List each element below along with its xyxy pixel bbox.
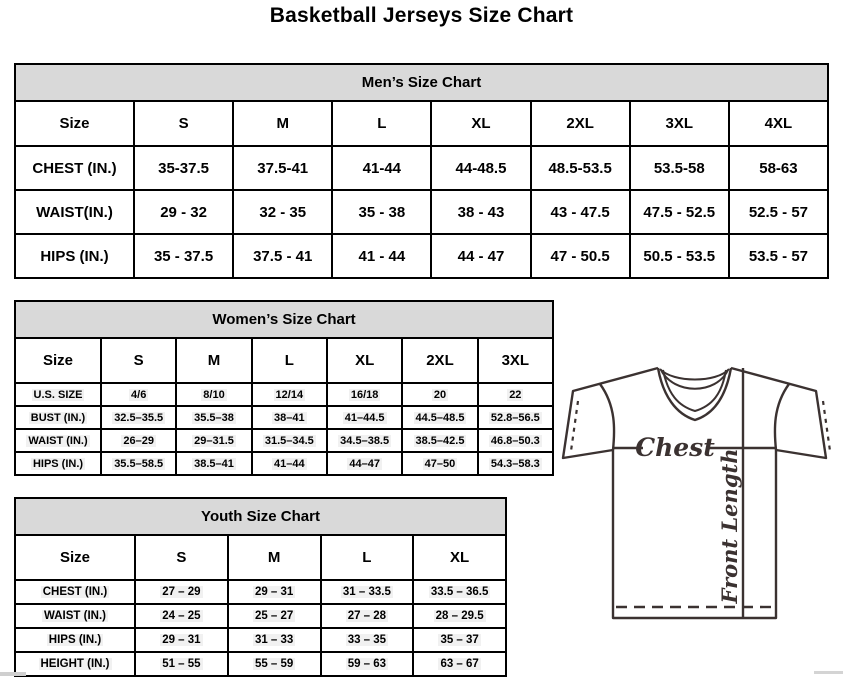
womens-column-header: M (176, 338, 251, 383)
youth-row-label-text: HEIGHT (IN.) (40, 658, 110, 670)
womens-size-cell (101, 383, 176, 406)
womens-size-cell-text: 47–50 (424, 457, 456, 470)
womens-table-row (15, 452, 553, 475)
mens-size-cell: 44 - 47 (431, 234, 530, 278)
womens-size-cell (176, 383, 251, 406)
womens-column-header: L (252, 338, 327, 383)
youth-size-cell (321, 580, 414, 604)
youth-row-label-text: HIPS (IN.) (48, 634, 102, 646)
mens-table-row (15, 190, 828, 234)
womens-size-cell-text: 44.5–48.5 (415, 411, 465, 424)
mens-size-table (14, 63, 829, 279)
jersey-outline (563, 368, 826, 618)
youth-size-cell (135, 604, 228, 628)
youth-column-header: L (321, 535, 414, 580)
mens-size-cell: 47 - 50.5 (531, 234, 630, 278)
womens-size-cell (402, 383, 477, 406)
womens-column-header: XL (327, 338, 402, 383)
mens-size-cell: 41-44 (332, 146, 431, 190)
mens-size-cell: 37.5 - 41 (233, 234, 332, 278)
youth-size-cell-text: 31 – 33.5 (342, 586, 391, 598)
womens-row-label (15, 406, 101, 429)
womens-column-header: 3XL (478, 338, 553, 383)
womens-size-cell (402, 406, 477, 429)
womens-size-cell-text: 26–29 (123, 434, 154, 447)
jersey-collar-arc-1 (660, 369, 729, 380)
youth-size-cell-text: 35 – 37 (440, 634, 479, 646)
womens-size-cell (478, 406, 553, 429)
jersey-armhole-left (600, 384, 614, 450)
mens-row-label: WAIST(IN.) (15, 190, 134, 234)
youth-size-cell (321, 652, 414, 676)
youth-size-cell-text: 24 – 25 (162, 610, 201, 622)
womens-size-cell (402, 429, 477, 452)
youth-size-cell-text: 29 – 31 (254, 586, 294, 598)
mens-size-cell: 35 - 38 (332, 190, 431, 234)
mens-column-header: XL (431, 101, 530, 146)
womens-size-cell (327, 452, 402, 475)
womens-table-row (15, 383, 553, 406)
womens-size-cell (252, 383, 327, 406)
youth-column-header: XL (413, 535, 506, 580)
scrollbar-fragment-right[interactable] (814, 671, 843, 674)
mens-size-cell: 37.5-41 (233, 146, 332, 190)
jersey-armhole-right (775, 384, 789, 450)
womens-size-cell-text: 16/18 (350, 388, 379, 401)
womens-size-cell (478, 452, 553, 475)
womens-row-label (15, 429, 101, 452)
womens-table-title: Women’s Size Chart (15, 301, 553, 338)
page-title: Basketball Jerseys Size Chart (269, 4, 574, 27)
womens-row-label (15, 452, 101, 475)
youth-size-cell-text: 29 – 31 (162, 634, 201, 646)
youth-row-label (15, 580, 135, 604)
youth-size-cell-text: 51 – 55 (162, 658, 201, 670)
womens-size-cell-text: 29–31.5 (194, 434, 234, 447)
mens-table-row (15, 146, 828, 190)
youth-size-cell (135, 628, 228, 652)
womens-size-cell-text: 22 (509, 388, 522, 401)
mens-column-header: 2XL (531, 101, 630, 146)
womens-size-cell-text: 38.5–41 (194, 457, 234, 470)
womens-table-row (15, 429, 553, 452)
chest-label: Chest (635, 433, 715, 462)
front-length-label: Front Length (717, 448, 742, 604)
mens-column-header: 4XL (729, 101, 828, 146)
mens-column-header: M (233, 101, 332, 146)
mens-size-cell: 43 - 47.5 (531, 190, 630, 234)
mens-size-cell: 35 - 37.5 (134, 234, 233, 278)
youth-row-label (15, 604, 135, 628)
womens-size-cell-text: 4/6 (131, 388, 147, 401)
mens-column-header: S (134, 101, 233, 146)
mens-size-cell: 38 - 43 (431, 190, 530, 234)
womens-size-cell (478, 383, 553, 406)
womens-size-cell (252, 452, 327, 475)
youth-table-row (15, 580, 506, 604)
womens-size-cell-text: 35.5–38 (194, 411, 234, 424)
youth-row-label (15, 652, 135, 676)
mens-size-cell: 48.5-53.5 (531, 146, 630, 190)
youth-size-cell-text: 33 – 35 (347, 634, 387, 646)
youth-size-cell (321, 628, 414, 652)
womens-row-label-text: BUST (IN.) (30, 411, 86, 424)
mens-size-cell: 44-48.5 (431, 146, 530, 190)
womens-column-header: S (101, 338, 176, 383)
youth-row-label-text: WAIST (IN.) (44, 610, 106, 622)
youth-size-cell (413, 628, 506, 652)
mens-column-header: L (332, 101, 431, 146)
mens-table-title: Men’s Size Chart (15, 64, 828, 101)
mens-table-row (15, 234, 828, 278)
womens-size-cell (176, 429, 251, 452)
youth-size-cell (413, 580, 506, 604)
mens-size-cell: 32 - 35 (233, 190, 332, 234)
womens-row-label (15, 383, 101, 406)
youth-size-cell-text: 27 – 28 (347, 610, 387, 622)
womens-size-cell-text: 52.8–56.5 (490, 411, 540, 424)
youth-size-cell (135, 652, 228, 676)
youth-table-title: Youth Size Chart (15, 498, 506, 535)
womens-size-cell-text: 8/10 (203, 388, 225, 401)
womens-size-cell-text: 12/14 (275, 388, 304, 401)
youth-row-label (15, 628, 135, 652)
jersey-sleeve-stitch-left (571, 401, 578, 451)
youth-size-cell (228, 604, 321, 628)
youth-size-cell-text: 59 – 63 (347, 658, 387, 670)
mens-size-cell: 47.5 - 52.5 (630, 190, 729, 234)
mens-row-label: CHEST (IN.) (15, 146, 134, 190)
mens-size-cell: 35-37.5 (134, 146, 233, 190)
youth-size-table (14, 497, 507, 677)
youth-size-cell (413, 652, 506, 676)
womens-size-cell-text: 38–41 (274, 411, 305, 424)
youth-size-cell-text: 63 – 67 (440, 658, 479, 670)
womens-size-cell (176, 406, 251, 429)
mens-column-header: 3XL (630, 101, 729, 146)
womens-size-cell (176, 452, 251, 475)
womens-size-cell-text: 41–44 (274, 457, 305, 470)
youth-size-cell-text: 31 – 33 (254, 634, 294, 646)
mens-size-cell: 52.5 - 57 (729, 190, 828, 234)
youth-table-row (15, 652, 506, 676)
mens-corner-header: Size (15, 101, 134, 146)
youth-table-row (15, 604, 506, 628)
womens-size-cell-text: 44–47 (349, 457, 380, 470)
youth-size-cell (135, 580, 228, 604)
mens-size-cell: 41 - 44 (332, 234, 431, 278)
womens-size-cell-text: 20 (433, 388, 447, 401)
womens-size-cell (252, 429, 327, 452)
youth-size-cell (321, 604, 414, 628)
womens-size-cell-text: 38.5–42.5 (415, 434, 465, 447)
youth-size-cell (228, 580, 321, 604)
mens-size-cell: 50.5 - 53.5 (630, 234, 729, 278)
womens-size-cell-text: 46.8–50.3 (490, 434, 540, 447)
jersey-diagram (558, 356, 843, 641)
youth-size-cell-text: 25 – 27 (254, 610, 294, 622)
womens-size-cell (252, 406, 327, 429)
mens-row-label: HIPS (IN.) (15, 234, 134, 278)
youth-row-label-text: CHEST (IN.) (42, 586, 108, 598)
womens-size-cell (327, 406, 402, 429)
womens-size-cell-text: 41–44.5 (344, 411, 385, 424)
youth-corner-header: Size (15, 535, 135, 580)
youth-size-cell-text: 55 – 59 (254, 658, 294, 670)
mens-size-cell: 58-63 (729, 146, 828, 190)
womens-size-cell (327, 429, 402, 452)
womens-size-cell (101, 406, 176, 429)
womens-row-label-text: WAIST (IN.) (28, 434, 88, 447)
womens-row-label-text: U.S. SIZE (33, 388, 83, 401)
womens-row-label-text: HIPS (IN.) (32, 457, 84, 470)
scrollbar-fragment-left[interactable] (0, 672, 26, 676)
womens-size-cell-text: 32.5–35.5 (114, 411, 164, 424)
youth-size-cell (228, 652, 321, 676)
womens-size-cell (402, 452, 477, 475)
youth-column-header: M (228, 535, 321, 580)
mens-size-cell: 29 - 32 (134, 190, 233, 234)
womens-size-cell (478, 429, 553, 452)
youth-size-cell (228, 628, 321, 652)
youth-size-cell-text: 33.5 – 36.5 (430, 586, 489, 598)
youth-table-row (15, 628, 506, 652)
mens-size-cell: 53.5-58 (630, 146, 729, 190)
womens-size-cell (101, 452, 176, 475)
youth-column-header: S (135, 535, 228, 580)
womens-size-cell-text: 35.5–58.5 (114, 457, 164, 470)
youth-size-cell-text: 27 – 29 (162, 586, 201, 598)
womens-size-cell-text: 31.5–34.5 (264, 434, 314, 447)
youth-size-cell-text: 28 – 29.5 (435, 610, 484, 622)
mens-size-cell: 53.5 - 57 (729, 234, 828, 278)
womens-size-table (14, 300, 554, 476)
womens-corner-header: Size (15, 338, 101, 383)
womens-column-header: 2XL (402, 338, 477, 383)
womens-table-row (15, 406, 553, 429)
womens-size-cell (327, 383, 402, 406)
womens-size-cell (101, 429, 176, 452)
womens-size-cell-text: 34.5–38.5 (340, 434, 390, 447)
womens-size-cell-text: 54.3–58.3 (490, 457, 540, 470)
youth-size-cell (413, 604, 506, 628)
